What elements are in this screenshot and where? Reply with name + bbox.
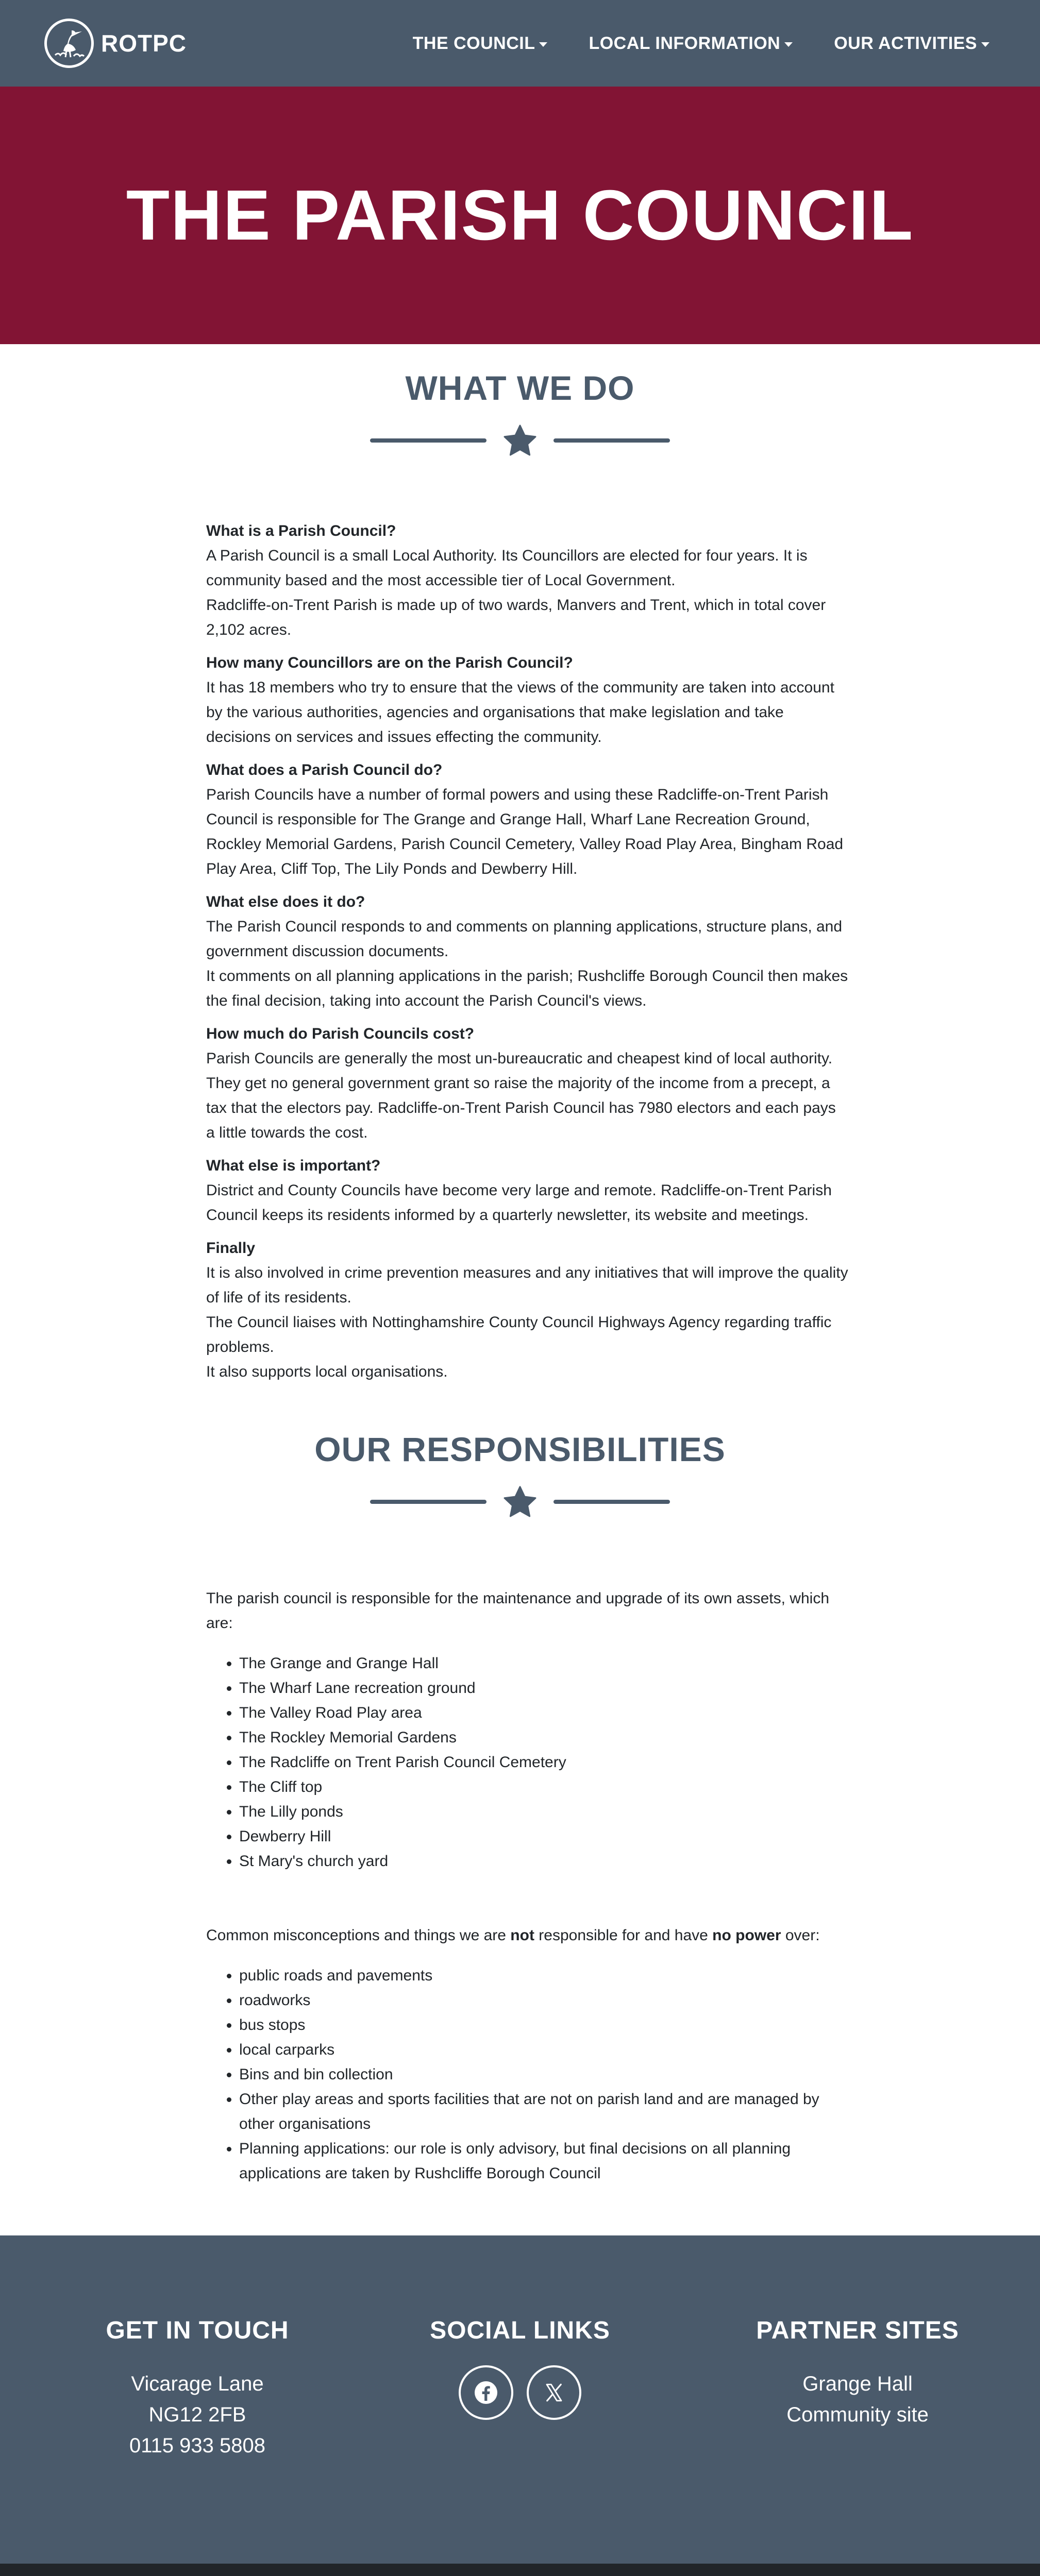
answer-text: Parish Councils have a number of formal powers and using these Radcliffe-on-Trent Parish Council is responsible for The Grange and Grange Hall, Wharf Lane Recreation Ground, Rockley Memorial Gardens, Parish Council Cemetery, Valley Road Play Area, Bingham Road Play Area, Cliff Top, The Lily Ponds and Dewberry Hill. (206, 786, 844, 877)
list-item: • The Rockley Memorial Gardens (239, 1725, 848, 1750)
list-item: • The Grange and Grange Hall (239, 1651, 848, 1676)
qa-block (206, 1022, 848, 1145)
what-we-do-heading: WHAT WE DO (405, 369, 635, 407)
responsibilities-heading: OUR RESPONSIBILITIES (314, 1430, 726, 1468)
qa-block (206, 1236, 848, 1384)
not-responsible-list (239, 1963, 848, 2186)
phone-number: 0115 933 5808 (129, 2434, 265, 2457)
qa-block (206, 758, 848, 882)
what-we-do-content (206, 519, 848, 1384)
facebook-link[interactable] (459, 2365, 513, 2420)
answer-text: A Parish Council is a small Local Authority. Its Councillors are elected for four years. It is community based and the most accessible tier of Local Government. (206, 547, 808, 589)
question-heading: How much do Parish Councils cost? (206, 1025, 475, 1042)
emphasis-not: not (510, 1927, 534, 1944)
answer-text: It also supports local organisations. (206, 1363, 448, 1380)
responsibilities-content (206, 1586, 848, 2186)
footer-social (376, 2316, 664, 2420)
nav-local-information[interactable] (589, 33, 793, 54)
nav-the-council-label: THE COUNCIL (412, 33, 535, 53)
navbar (0, 0, 1040, 87)
list-item: • public roads and pavements (239, 1963, 848, 1988)
x-icon (543, 2382, 565, 2403)
nav-local-information-label: LOCAL INFORMATION (589, 33, 781, 53)
nav-menu (413, 0, 989, 87)
misconceptions-intro (206, 1923, 848, 1948)
list-item: • The Cliff top (239, 1775, 848, 1800)
nav-our-activities-label: OUR ACTIVITIES (834, 33, 977, 53)
partner-link-community-site[interactable]: Community site (786, 2403, 929, 2426)
list-item: • roadworks (239, 1988, 848, 2013)
qa-block (206, 651, 848, 750)
footer-social-heading: SOCIAL LINKS (430, 2317, 610, 2344)
list-item: • The Radcliffe on Trent Parish Council Cemetery (239, 1750, 848, 1775)
footer-contact (53, 2316, 342, 2461)
divider-line (370, 438, 487, 443)
question-heading: Finally (206, 1240, 256, 1257)
heron-logo-icon (44, 19, 94, 68)
assets-list (239, 1651, 848, 1874)
footer-contact-heading: GET IN TOUCH (106, 2317, 289, 2344)
list-item: • The Valley Road Play area (239, 1701, 848, 1725)
list-item: • The Lilly ponds (239, 1800, 848, 1824)
list-item: • local carparks (239, 2038, 848, 2062)
emphasis-no-power: no power (712, 1927, 781, 1944)
divider-line (370, 1500, 487, 1504)
x-link[interactable] (527, 2365, 581, 2420)
question-heading: How many Councillors are on the Parish Council? (206, 654, 573, 671)
star-divider (0, 423, 1040, 458)
misconceptions-text: over: (781, 1927, 820, 1944)
partner-link-grange-hall[interactable]: Grange Hall (802, 2372, 913, 2395)
question-heading: What else does it do? (206, 893, 365, 910)
divider-line (553, 1500, 670, 1504)
assets-intro: The parish council is responsible for the maintenance and upgrade of its own assets, which are: (206, 1590, 830, 1632)
footer-partners (713, 2316, 1002, 2430)
answer-text: District and County Councils have become very large and remote. Radcliffe-on-Trent Parish Council keeps its residents informed by a quarterly newsletter, its website and meetings. (206, 1182, 832, 1224)
list-item: • bus stops (239, 2013, 848, 2038)
question-heading: What else is important? (206, 1157, 381, 1174)
divider-line (553, 438, 670, 443)
answer-text: Parish Councils are generally the most un-bureaucratic and cheapest kind of local authority. They get no general government grant so raise the majority of the income from a precept, a tax that the electors pay. Radcliffe-on-Trent Parish Council has 7980 electors and each pays a little towards the cost. (206, 1050, 836, 1141)
address-line: Vicarage Lane (131, 2372, 264, 2395)
qa-block (206, 890, 848, 1013)
answer-text: The Parish Council responds to and comments on planning applications, structure plans, and government discussion documents. (206, 918, 843, 960)
answer-text: It comments on all planning applications in the parish; Rushcliffe Borough Council then makes the final decision, taking into account the Parish Council's views. (206, 968, 848, 1009)
misconceptions-text: Common misconceptions and things we are (206, 1927, 511, 1944)
hero-banner (0, 87, 1040, 344)
list-item: • Other play areas and sports facilities that are not on parish land and are managed by other organisations (239, 2087, 848, 2137)
answer-text: Radcliffe-on-Trent Parish is made up of two wards, Manvers and Trent, which in total cover 2,102 acres. (206, 597, 826, 638)
qa-block (206, 1154, 848, 1228)
star-divider (0, 1484, 1040, 1519)
caret-down-icon (981, 42, 989, 47)
qa-block (206, 519, 848, 642)
nav-our-activities[interactable] (834, 33, 989, 54)
brand-name: ROTPC (101, 30, 187, 57)
list-item: • St Mary's church yard (239, 1849, 848, 1874)
brand-link[interactable] (44, 19, 187, 68)
nav-the-council[interactable] (413, 33, 548, 54)
misconceptions-text: responsible for and have (534, 1927, 713, 1944)
question-heading: What is a Parish Council? (206, 522, 396, 539)
footer (0, 2235, 1040, 2564)
answer-text: It has 18 members who try to ensure that the views of the community are taken into account by the various authorities, agencies and organisations that make legislation and take decisions on services and issues effecting the community. (206, 679, 834, 745)
page-title: THE PARISH COUNCIL (126, 175, 914, 255)
list-item: • Bins and bin collection (239, 2062, 848, 2087)
question-heading: What does a Parish Council do? (206, 761, 443, 778)
copyright-bar (0, 2564, 1040, 2576)
caret-down-icon (784, 42, 793, 47)
list-item: • The Wharf Lane recreation ground (239, 1676, 848, 1701)
facebook-icon (474, 2380, 498, 2405)
answer-text: It is also involved in crime prevention measures and any initiatives that will improve the quality of life of its residents. (206, 1264, 848, 1306)
what-we-do-section (0, 344, 1040, 1384)
responsibilities-section (0, 1393, 1040, 2235)
star-icon (502, 423, 538, 458)
postcode: NG12 2FB (148, 2403, 246, 2426)
list-item: • Dewberry Hill (239, 1824, 848, 1849)
footer-partners-heading: PARTNER SITES (756, 2317, 959, 2344)
caret-down-icon (539, 42, 547, 47)
list-item: • Planning applications: our role is only advisory, but final decisions on all planning applications are taken by Rushcliffe Borough Council (239, 2137, 848, 2186)
answer-text: The Council liaises with Nottinghamshire County Council Highways Agency regarding traffic problems. (206, 1314, 832, 1355)
star-icon (502, 1484, 538, 1519)
